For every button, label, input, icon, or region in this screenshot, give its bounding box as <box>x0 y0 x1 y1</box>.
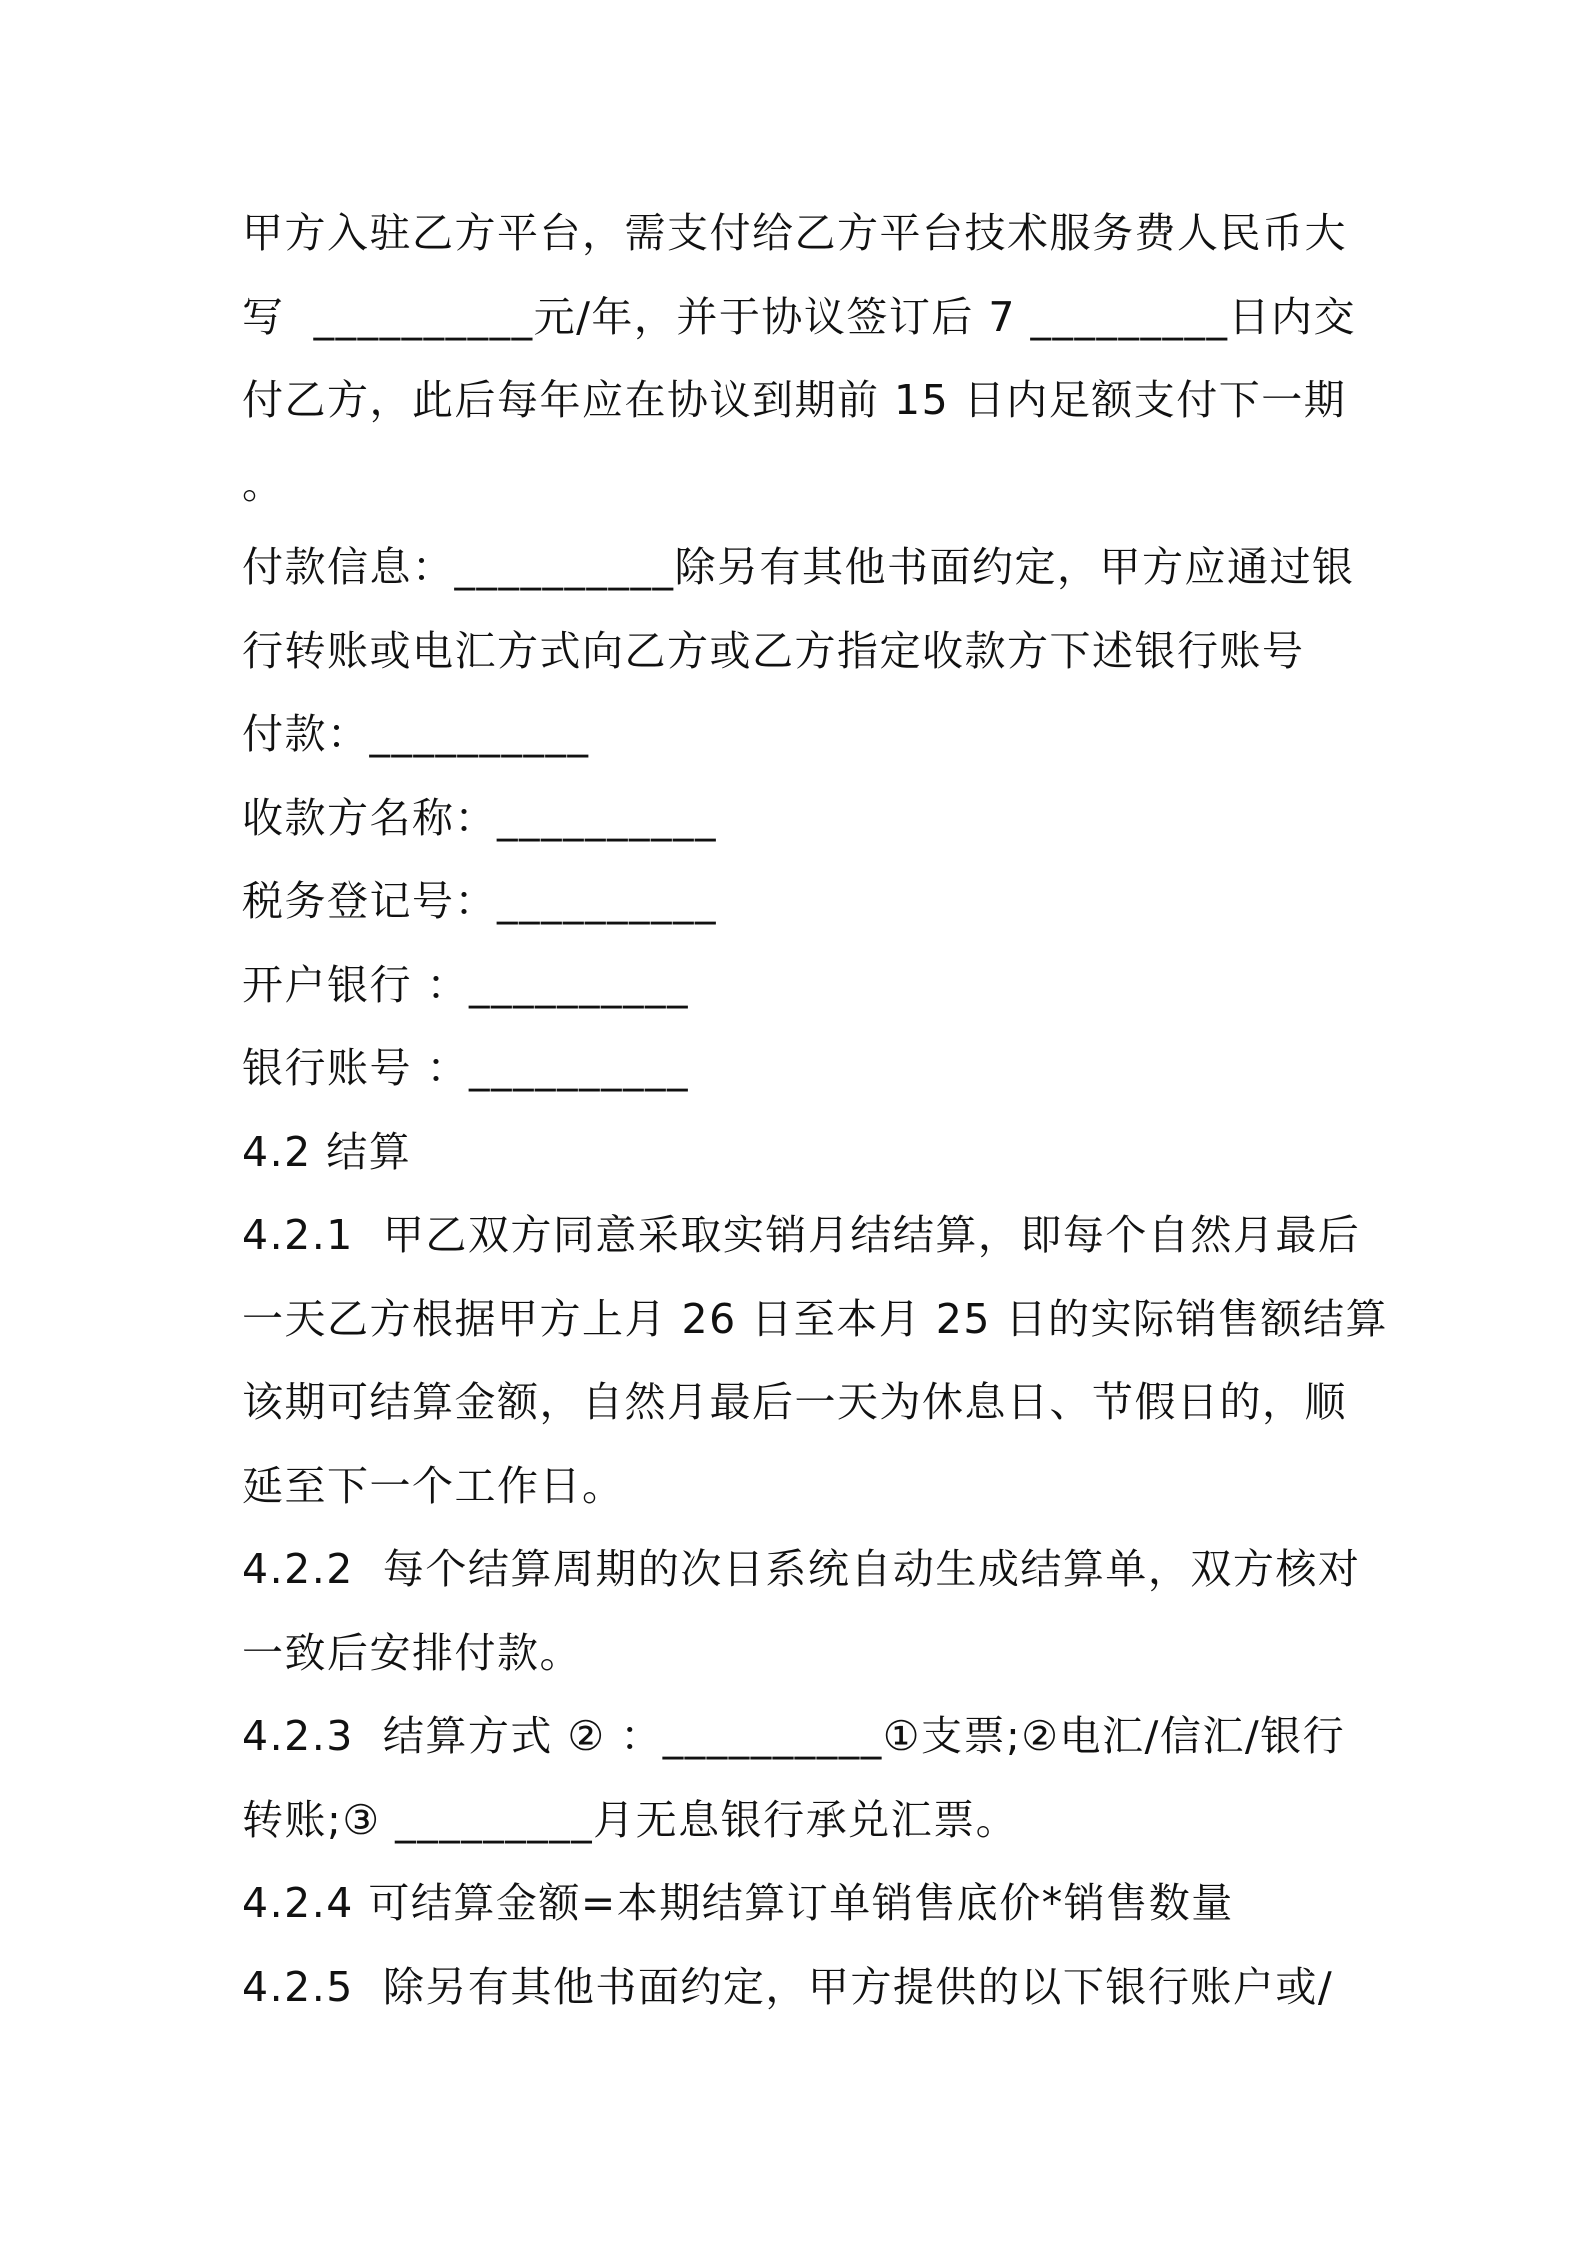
bank-name-line: 开户银行 ：__________ <box>242 960 690 1009</box>
payee-name-line: 收款方名称：__________ <box>242 793 717 842</box>
tax-registration-line: 税务登记号：__________ <box>242 877 717 925</box>
payment-line: 付款：__________ <box>242 710 590 758</box>
section-heading: 4.2 结算 <box>242 1127 412 1176</box>
paragraph-line: 延至下一个工作日。 <box>242 1461 625 1510</box>
bank-account-line: 银行账号 ：__________ <box>242 1044 690 1092</box>
paragraph-line: 付乙方，此后每年应在协议到期前 15 日内足额支付下一期 <box>242 376 1347 424</box>
paragraph-line: 一天乙方根据甲方上月 26 日至本月 25 日的实际销售额结算 <box>242 1294 1388 1343</box>
paragraph-line: 转账;③ _________月无息银行承兑汇票。 <box>242 1795 1019 1844</box>
clause-4-2-1: 4.2.1 甲乙双方同意采取实销月结结算，即每个自然月最后 <box>242 1211 1361 1259</box>
clause-4-2-2: 4.2.2 每个结算周期的次日系统自动生成结算单，双方核对 <box>242 1545 1361 1593</box>
paragraph-line: 一致后安排付款。 <box>242 1628 582 1677</box>
paragraph-line: 甲方入驻乙方平台，需支付给乙方平台技术服务费人民币大 <box>242 209 1347 257</box>
paragraph-line: 写 __________元/年，并于协议签订后 7 _________日内交 <box>242 292 1357 341</box>
clause-4-2-3: 4.2.3 结算方式 ② ：__________①支票;②电汇/信汇/银行 <box>242 1712 1346 1760</box>
clause-4-2-5: 4.2.5 除另有其他书面约定，甲方提供的以下银行账户或/ <box>242 1962 1334 2011</box>
contract-text-body <box>242 192 1388 2029</box>
paragraph-line: 。 <box>242 459 285 508</box>
clause-4-2-4: 4.2.4 可结算金额=本期结算订单销售底价*销售数量 <box>242 1879 1234 1927</box>
paragraph-line: 行转账或电汇方式向乙方或乙方指定收款方下述银行账号 <box>242 626 1305 675</box>
paragraph-line: 该期可结算金额，自然月最后一天为休息日、节假日的，顺 <box>242 1378 1347 1426</box>
payment-info-line: 付款信息：__________除另有其他书面约定，甲方应通过银 <box>242 543 1355 591</box>
